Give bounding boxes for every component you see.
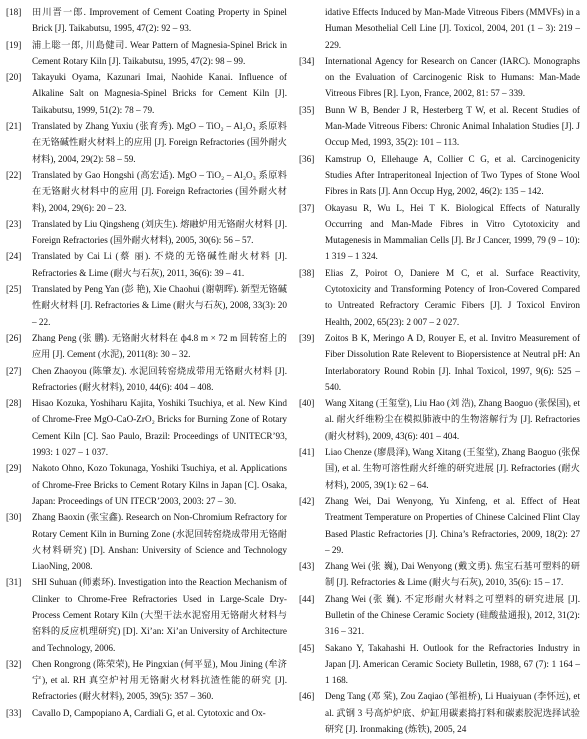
reference-number: [33] <box>6 707 22 718</box>
reference-text: Chen Rongrong (陈荣荣), He Pingxian (何平显), Mou Jining (牟济宁), et al. RH 真空炉衬用无铬耐火材料抗渣性能的研究 [J]. Refractories (耐火材料), 2005, 39(5): 357 – 360. <box>32 658 287 702</box>
reference-entry <box>6 4 287 37</box>
reference-text: Zhang Peng (张 鹏). 无铬耐火材料在 ф4.8 m × 72 m 回转窑上的应用 [J]. Cement (水泥), 2011(8): 30 – 32. <box>32 332 287 360</box>
reference-number: [19] <box>6 39 22 50</box>
reference-entry <box>299 200 580 265</box>
left-column <box>6 4 287 737</box>
reference-text: Bunn W B, Bender J R, Hesterberg T W, et al. Recent Studies of Man-Made Vitreous Fibers: Chronic Animal Inhalation Studies [J]. J Occup Med, 1993, 35(2): 101 – 113. <box>325 104 580 148</box>
reference-text: Zhang Wei (张 巍), Dai Wenyong (戴文勇). 焦宝石基可塑料的研制 [J]. Refractories & Lime (耐火与石灰), 2010, 35(6): 15 – 17. <box>325 561 580 588</box>
reference-number: [18] <box>6 7 22 17</box>
reference-number: [24] <box>6 251 22 262</box>
reference-entry <box>299 444 580 493</box>
reference-text: Translated by Cai Li (蔡 丽). 不烧的无铬碱性耐火材料 [J]. Refractories & Lime (耐火与石灰), 2011, 36(6): 39 – 41. <box>32 251 287 278</box>
reference-entry <box>299 330 580 395</box>
reference-entry <box>6 705 287 721</box>
reference-entry <box>299 265 580 330</box>
reference-entry <box>299 53 580 102</box>
reference-number: [28] <box>6 398 22 409</box>
reference-number: [37] <box>299 202 315 213</box>
reference-text: SHI Suhuan (师素环). Investigation into the Reaction Mechanism of Clinker to Chrome-Free Refractories Used in Large-Scale Dry-Process Cement Rotary Kiln (大型干法水泥窑用无铬耐火材料与窑料的反应机理研究) [D]. Xi’an: Xi’an University of Architecture and Technology, 2006. <box>32 577 287 653</box>
reference-text: Zhang Wei, Dai Wenyong, Yu Xinfeng, et al. Effect of Heat Treatment Temperature on Properties of Chinese Calcined Flint Clay Based Plastic Refractories [J]. China’s Refractories, 2009, 18(2): 27 – 29. <box>325 495 580 555</box>
reference-entry <box>299 640 580 689</box>
reference-text: Deng Tang (邓 棠), Zou Zaqiao (邹祖桥), Li Huaiyuan (李怀远), et al. 武钢 3 号高炉炉底、炉缸用碳素捣打料和碳素胶泥选择试验研究 [J]. Ironmaking (炼铁), 2005, 24 <box>325 691 580 735</box>
reference-entry <box>299 591 580 640</box>
reference-entry <box>6 656 287 705</box>
reference-text: Zoitos B K, Meringo A D, Rouyer E, et al. Invitro Measurement of Fiber Dissolution Rate Relevent to Biopersistence at Neutral pH: An Interlaboratory Round Robin [J]. Inhal Toxicol, 1997, 9(6): 525 – 540. <box>325 332 580 392</box>
reference-text: Cavallo D, Campopiano A, Cardiali G, et al. Cytotoxic and Ox- <box>32 707 266 718</box>
reference-entry <box>299 558 580 591</box>
reference-number: [23] <box>6 218 22 229</box>
reference-text: idative Effects Induced by Man-Made Vitreous Fibers (MMVFs) in a Human Mesothelial Cell Line [J]. Toxicol, 2004, 201 (1 – 3): 219 – 229. <box>325 7 580 50</box>
reference-number: [31] <box>6 577 22 588</box>
reference-entry <box>6 248 287 281</box>
reference-number: [32] <box>6 658 22 669</box>
reference-text: Sakano Y, Takahashi H. Outlook for the Refractories Industry in Japan [J]. American Ceramic Society Bulletin, 1988, 67 (7): 1 164 – 1 168. <box>325 642 580 686</box>
reference-number: [40] <box>299 398 315 409</box>
reference-entry <box>6 118 287 167</box>
reference-entry <box>6 281 287 330</box>
reference-number: [38] <box>299 267 315 278</box>
reference-number: [39] <box>299 332 315 343</box>
reference-text: Chen Zhaoyou (陈肇友). 水泥回转窑烧成带用无铬耐火材料 [J]. Refractories (耐火材料), 2010, 44(6): 404 – 408. <box>32 365 287 392</box>
reference-number: [35] <box>299 104 315 115</box>
reference-text: Elias Z, Poirot O, Daniere M C, et al. Surface Reactivity, Cytotoxicity and Transforming Potency of Iron-Covered Compared to Untreated Refractory Ceramic Fibers [J]. J Toxicol Environ Health, 2002, 65(23): 2 007 – 2 027. <box>325 267 580 327</box>
reference-number: [46] <box>299 691 315 702</box>
reference-entry <box>6 37 287 70</box>
reference-entry <box>299 395 580 444</box>
reference-number: [44] <box>299 593 315 604</box>
reference-text: Hisao Kozuka, Yoshiharu Kajita, Yoshiki Tsuchiya, et al. New Kind of Chrome-Free MgO-CaO-ZrO₂ Bricks for Burning Zone of Rotary Cement Kiln [C]. Sao Paulo, Brazil: Proceedings of UNITECR’93, 1993: 1 027 – 1 037. <box>32 398 287 458</box>
reference-number: [20] <box>6 72 22 83</box>
reference-text: Translated by Zhang Yuxiu (张育秀). MgO – TiO₂ – Al₂O₃ 系原料在无铬碱性耐火材料上的应用 [J]. Foreign Refractories (国外耐火材料), 2004, 29(2): 58 – 59. <box>32 121 287 164</box>
reference-entry <box>6 167 287 216</box>
reference-entry <box>6 574 287 655</box>
reference-text: Zhang Baoxin (张宝鑫). Research on Non-Chromium Refractory for Rotary Cement Kiln in Burning Zone (水泥回转窑烧成带用无铬耐火材料研究) [D]. Anshan: University of Science and Technology LiaoNing, 2008. <box>32 512 287 572</box>
reference-entry <box>299 151 580 200</box>
reference-continuation <box>299 4 580 53</box>
reference-text: Liao Chenze (廖晨泽), Wang Xitang (王玺堂), Zhang Baoguo (张保国), et al. 生物可溶性耐火纤维的研究进展 [J]. Refractories (耐火材料), 2005, 39(1): 62 – 64. <box>325 447 580 490</box>
reference-text: Kamstrup O, Ellehauge A, Collier C G, et al. Carcinogenicity Studies After Intraperitoneal Injection of Two Types of Stone Wool Fibres in Rats [J]. Ann Occup Hyg, 2002, 46(2): 135 – 142. <box>325 153 580 197</box>
reference-text: 浦上聡一郎, 川島健司. Wear Pattern of Magnesia-Spinel Brick in Cement Rotary Kiln [J]. Taikabutsu, 1995, 47(2): 98 – 99. <box>32 39 287 66</box>
reference-number: [34] <box>299 55 315 66</box>
reference-number: [27] <box>6 365 22 376</box>
reference-text: International Agency for Research on Cancer (IARC). Monographs on the Evaluation of Carcinogenic Risk to Humans: Man-Made Vitreous Fibres [R]. Lyon, France, 2002, 81: 57 – 339. <box>325 55 580 99</box>
reference-entry <box>6 69 287 118</box>
reference-entry <box>6 460 287 509</box>
reference-entry <box>6 395 287 460</box>
reference-text: Nakoto Ohno, Kozo Tokunaga, Yoshiki Tsuchiya, et al. Applications of Chrome-Free Bricks to Cement Rotary Kilns in Japan [C]. Osaka, Japan: Proceedings of UN ITECR’2003, 2003: 27 – 30. <box>32 463 287 506</box>
reference-entry <box>6 330 287 363</box>
reference-text: Translated by Liu Qingsheng (刘庆生). 熔融炉用无铬耐火材料 [J]. Foreign Refractories (国外耐火材料), 2005, 30(6): 56 – 57. <box>32 218 287 246</box>
right-column <box>299 4 580 737</box>
reference-entry <box>6 509 287 574</box>
reference-number: [30] <box>6 512 22 523</box>
reference-number: [21] <box>6 121 22 132</box>
reference-entry <box>299 102 580 151</box>
reference-text: Translated by Gao Hongshi (高宏适). MgO – TiO₂ – Al₂O₃ 系原料在无铬耐火材料中的应用 [J]. Foreign Refractories (国外耐火材料), 2004, 29(6): 20 – 23. <box>32 169 287 213</box>
reference-entry <box>6 216 287 249</box>
reference-entry <box>299 493 580 558</box>
reference-number: [22] <box>6 169 22 180</box>
reference-number: [42] <box>299 495 315 506</box>
reference-entry <box>299 688 580 737</box>
reference-entry <box>6 363 287 396</box>
reference-text: Wang Xitang (王玺堂), Liu Hao (刘 浩), Zhang Baoguo (张保国), et al. 耐火纤维粉尘在模拟肺液中的生物溶解行为 [J]. Refractories (耐火材料), 2009, 43(6): 401 – 404. <box>325 398 580 441</box>
reference-text: Zhang Wei (张 巍). 不定形耐火材料之可塑料的研究进展 [J]. Bulletin of the Chinese Ceramic Society (硅酸盐通报), 2012, 31(2): 316 – 321. <box>325 593 580 637</box>
reference-number: [36] <box>299 153 315 164</box>
reference-number: [29] <box>6 463 22 474</box>
reference-number: [26] <box>6 332 22 343</box>
reference-number: [41] <box>299 447 315 458</box>
reference-number: [43] <box>299 561 315 572</box>
reference-text: Takayuki Oyama, Kazunari Imai, Naohide Kanai. Influence of Alkaline Salt on Magnesia-Spinel Bricks for Cement Kiln [J]. Taikabutsu, 1999, 51(2): 78 – 79. <box>32 72 287 115</box>
reference-number: [45] <box>299 642 315 653</box>
reference-text: Okayasu R, Wu L, Hei T K. Biological Effects of Naturally Occurring and Man-Made Fibres in Vitro Cytotoxicity and Mutagenesis in Mammalian Cells [J]. Br J Cancer, 1999, 79 (9 – 10): 1 319 – 1 324. <box>325 202 580 262</box>
reference-text: 田川晋一郎. Improvement of Cement Coating Property in Spinel Brick [J]. Taikabutsu, 1995, 47(2): 92 – 93. <box>32 7 287 34</box>
reference-text: Translated by Peng Yan (彭 艳), Xie Chaohui (谢朝晖). 新型无铬碱性耐火材料 [J]. Refractories & Lime (耐火与石灰), 2008, 33(3): 20 – 22. <box>32 284 287 327</box>
reference-number: [25] <box>6 284 22 295</box>
